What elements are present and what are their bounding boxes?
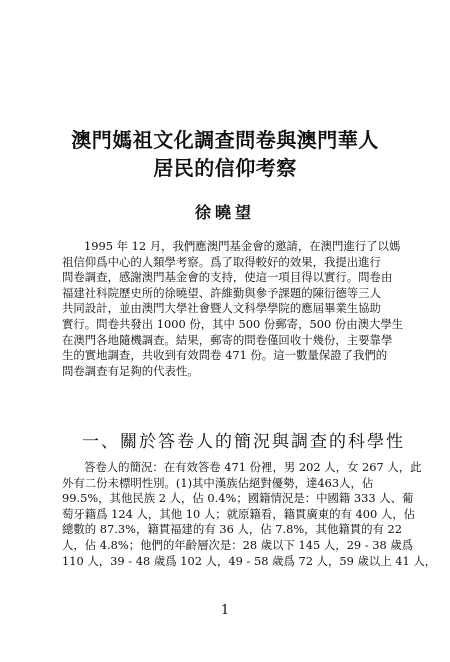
- intro-paragraph-line: 在澳門各地隨機調查。結果，郵寄的問卷僅回收十幾份，主要靠學: [62, 332, 393, 347]
- intro-paragraph-line: 祖信仰爲中心的人類學考察。爲了取得較好的效果，我提出進行: [62, 254, 381, 269]
- section-heading: 一、關於答卷人的簡況與調查的科學性: [82, 432, 405, 452]
- respondents-paragraph-line: 110 人，39 - 48 歲爲 102 人，49 - 58 歲爲 72 人，59 歲以上 41 人，: [62, 553, 437, 568]
- respondents-paragraph-line: 答卷人的簡況：在有效答卷 471 份裡，男 202 人，女 267 人，此: [84, 460, 422, 474]
- respondents-paragraph-line: 萄牙籍爲 124 人，其他 10 人；就原籍看，籍貫廣東的有 400 人，佔: [62, 506, 416, 521]
- title-line-1: 澳門媽祖文化調查問卷與澳門華人: [71, 128, 379, 152]
- intro-paragraph-line: 生的實地調查，共收到有效問卷 471 份。這一數量保證了我們的: [62, 348, 388, 363]
- page-number: 1: [220, 603, 230, 618]
- intro-paragraph-line: 問卷調查，感謝澳門基金會的支持，使這一項目得以實行。問卷由: [62, 270, 393, 285]
- respondents-paragraph-line: 總數的 87.3%，籍貫福建的有 36 人，佔 7.8%，其他籍貫的有 22: [62, 522, 403, 537]
- respondents-paragraph-line: 99.5%，其他民族 2 人，佔 0.4%；國籍情況是：中國籍 333 人、葡: [62, 491, 414, 506]
- author-name: 徐曉望: [194, 203, 255, 222]
- intro-paragraph-line: 1995 年 12 月，我們應澳門基金會的邀請，在澳門進行了以媽: [84, 239, 401, 253]
- intro-paragraph-line: 問卷調查有足夠的代表性。: [62, 363, 199, 378]
- intro-paragraph: [62, 239, 404, 379]
- intro-paragraph-line: 實行。問卷共發出 1000 份，其中 500 份郵寄，500 份由澳大學生: [62, 316, 404, 331]
- intro-paragraph-line: 福建社科院歷史所的徐曉望、許維勤與參予課題的陳衍德等三人: [62, 285, 381, 300]
- respondents-paragraph-line: 人，佔 4.8%；他們的年齡層次是：28 歲以下 145 人，29 - 38 歲爲: [62, 537, 414, 552]
- respondents-paragraph-line: 外有二份未標明性別。(1)其中漢族佔絕對優勢，達463人，佔: [62, 475, 374, 490]
- intro-paragraph-line: 共同設計，並由澳門大學社會暨人文科學學院的應屆畢業生協助: [62, 301, 381, 316]
- title-line-2: 居民的信仰考察: [153, 156, 297, 180]
- respondents-paragraph: [62, 460, 437, 569]
